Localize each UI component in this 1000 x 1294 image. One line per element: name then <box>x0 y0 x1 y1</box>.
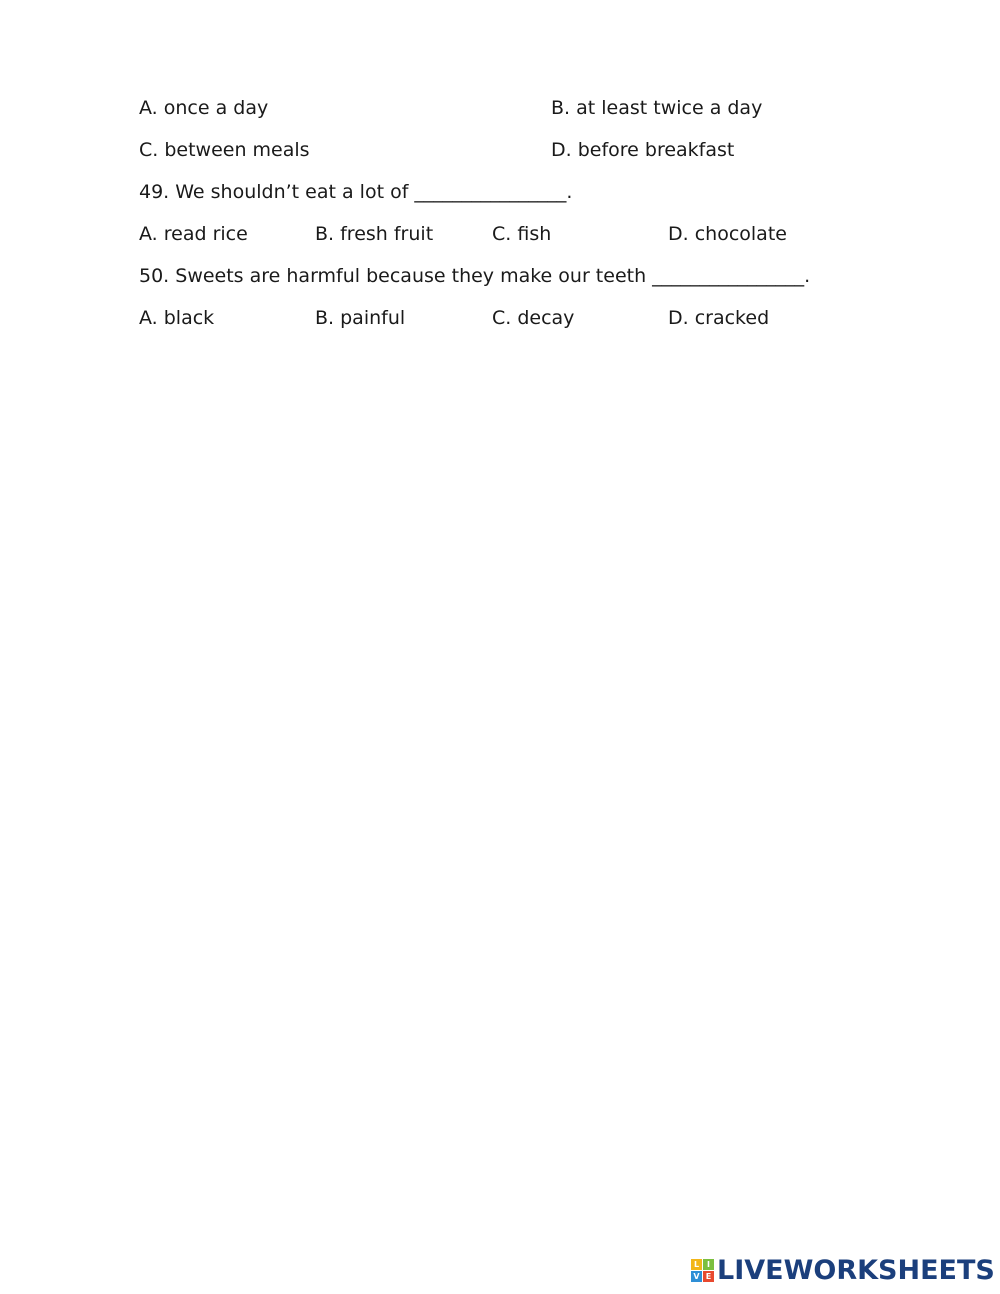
logo-mark-cell: E <box>703 1271 714 1282</box>
q49-option-a: A. read rice <box>139 223 248 245</box>
q49-option-b: B. fresh fruit <box>315 223 434 245</box>
q50-option-b: B. painful <box>315 307 406 329</box>
q48-option-d: D. before breakfast <box>551 139 735 161</box>
logo-mark-cell: I <box>703 1259 714 1270</box>
q49-option-c: C. fish <box>492 223 552 245</box>
q49-option-d: D. chocolate <box>668 223 787 245</box>
q48-option-c: C. between meals <box>139 139 310 161</box>
q50-option-d: D. cracked <box>668 307 770 329</box>
logo-mark-cell: L <box>691 1259 702 1270</box>
q48-option-a: A. once a day <box>139 97 269 119</box>
q48-option-b: B. at least twice a day <box>551 97 763 119</box>
logo-mark-icon <box>691 1259 714 1282</box>
logo-text: LIVEWORKSHEETS <box>717 1254 995 1286</box>
logo-mark-cell: V <box>691 1271 702 1282</box>
q50-option-a: A. black <box>139 307 215 329</box>
question-50: 50. Sweets are harmful because they make our teeth ________________. <box>139 265 811 287</box>
liveworksheets-logo <box>691 1255 995 1285</box>
q50-option-c: C. decay <box>492 307 575 329</box>
question-49: 49. We shouldn’t eat a lot of ________________. <box>139 181 573 203</box>
